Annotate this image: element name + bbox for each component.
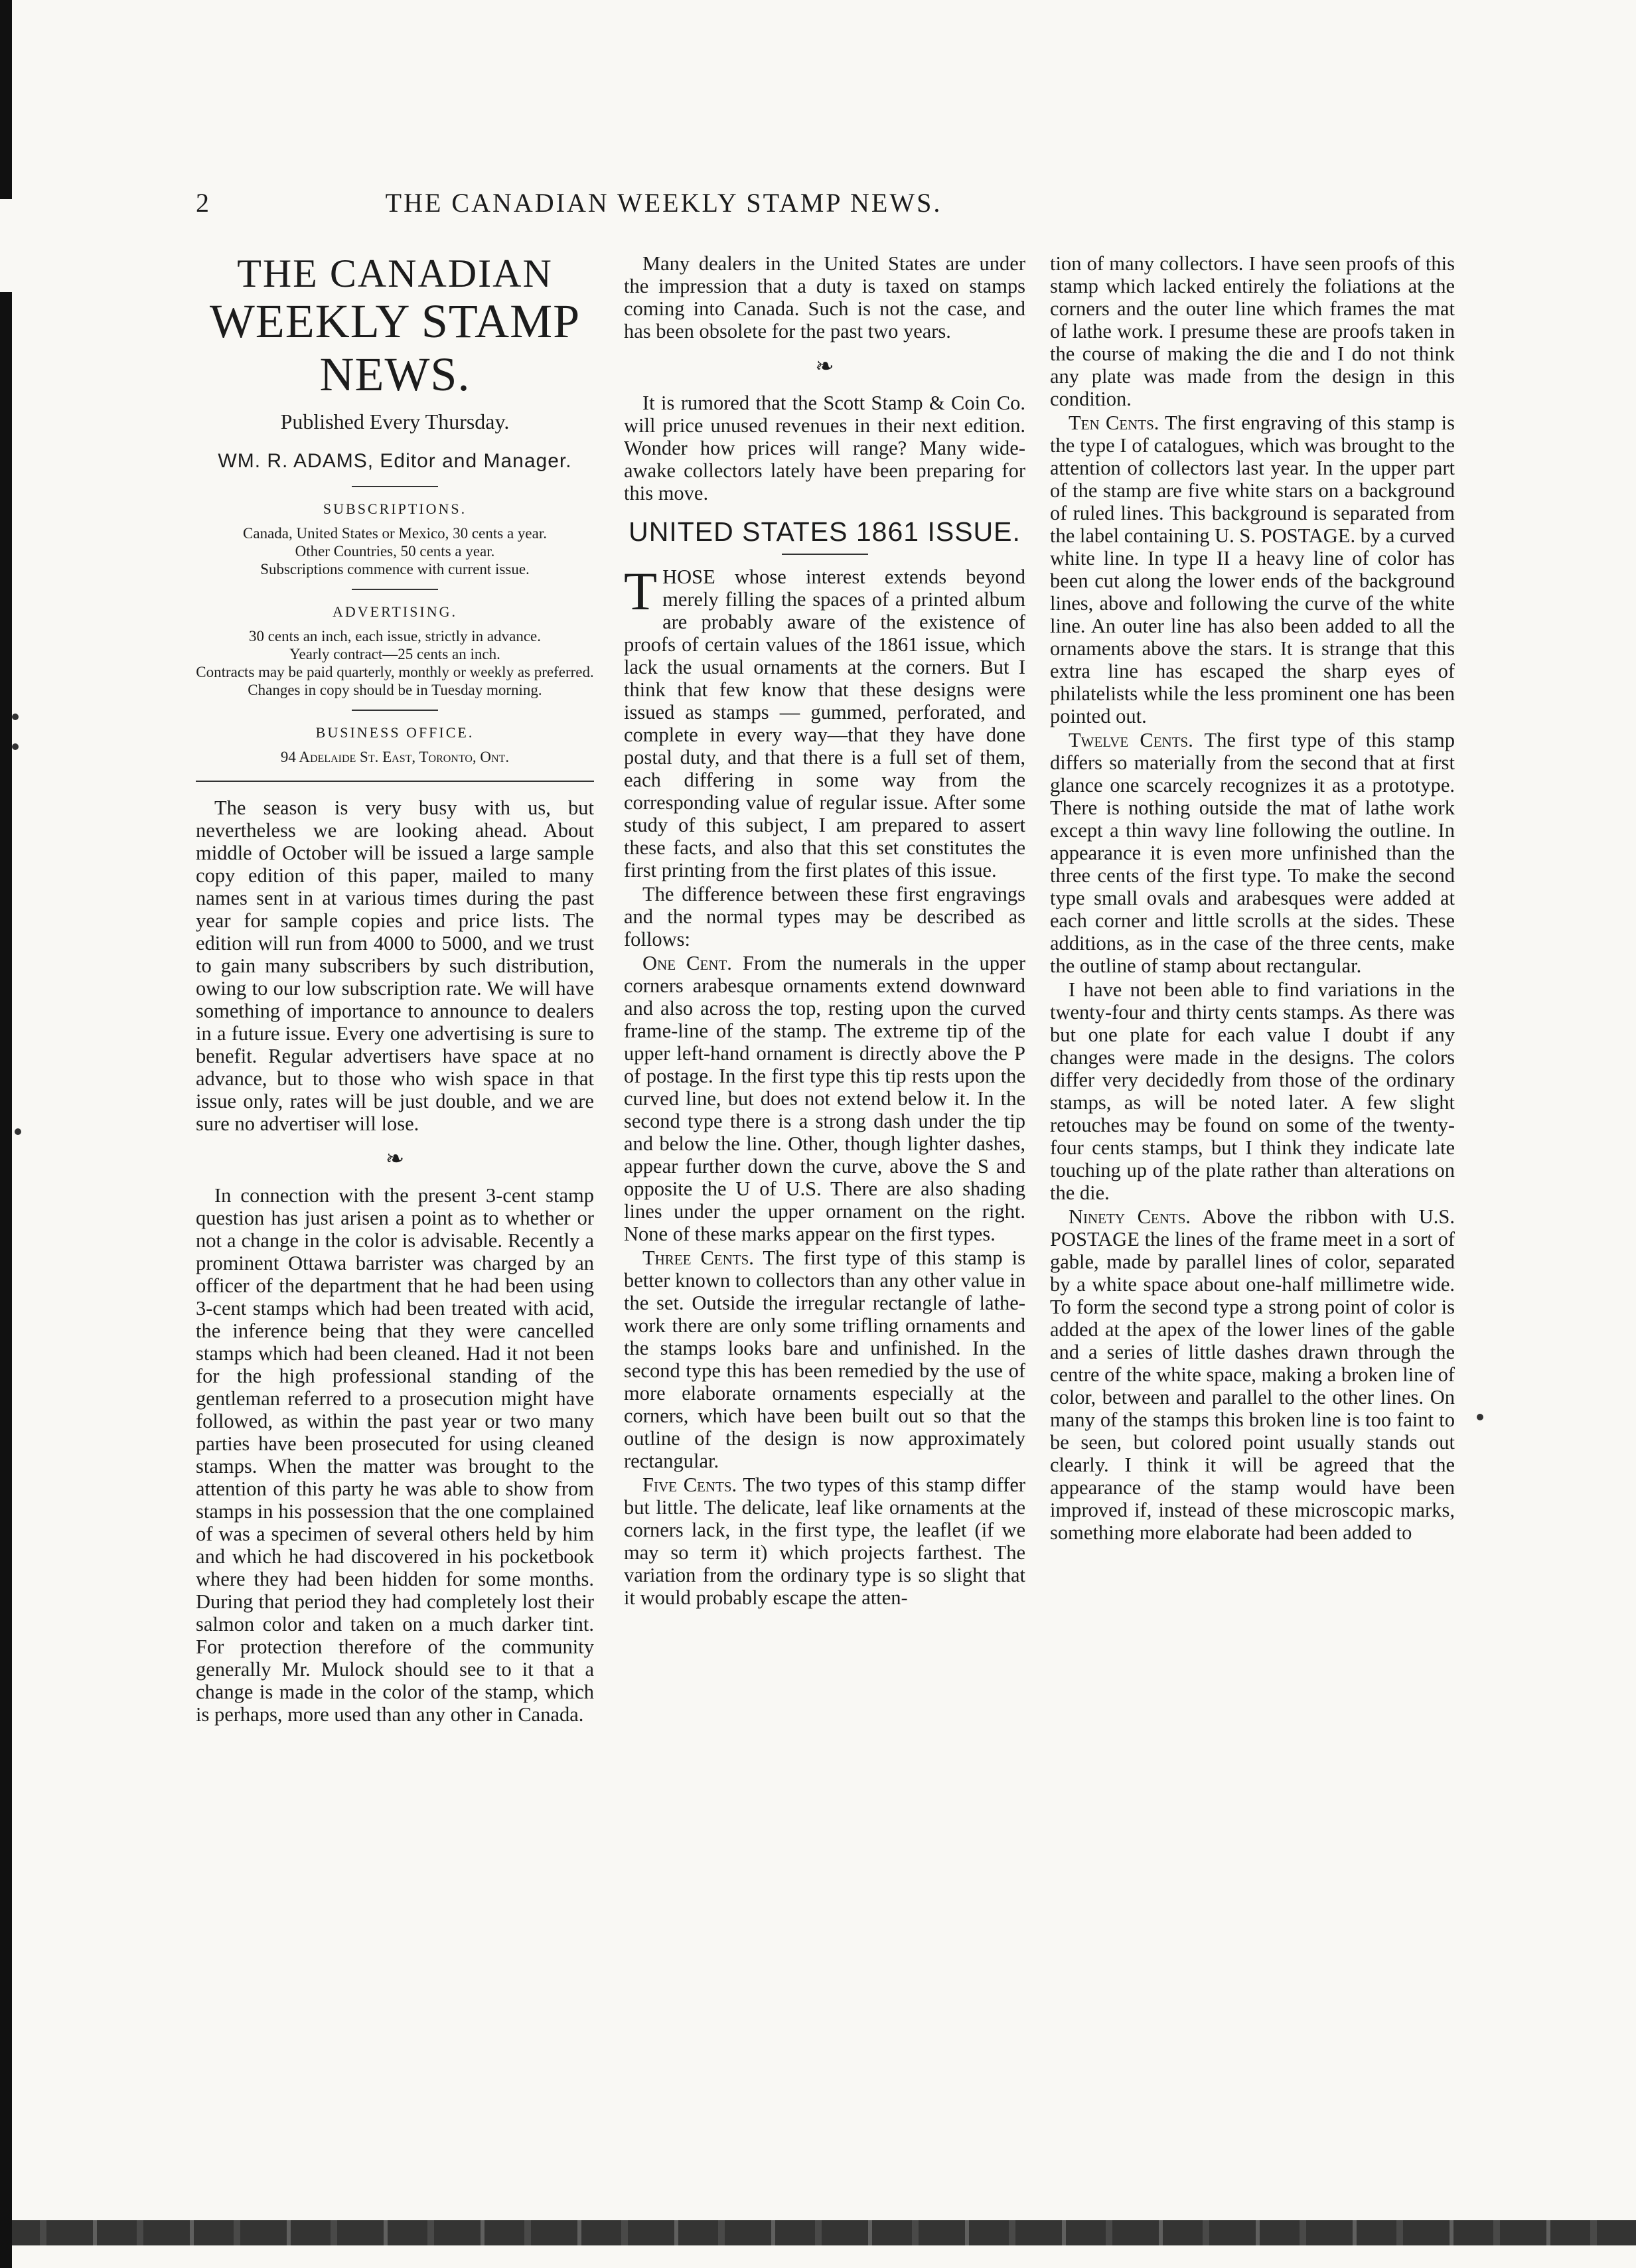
value-label: Ten Cents. [1069,412,1159,434]
subscriptions-line: Canada, United States or Mexico, 30 cents a year. [243,525,547,542]
divider [782,554,868,555]
divider [352,589,438,590]
advertising-heading: ADVERTISING. [332,603,458,620]
subscriptions-line: Other Countries, 50 cents a year. [295,543,495,560]
column-3 [1050,252,1455,1544]
masthead-rule [196,781,594,782]
article-paragraph: From the numerals in the upper corners arabesque ornaments extend downward and also across the top, resting upon the curved frame-line of the stamp. The extreme tip of the upper left-hand ornament is directly above the P of postage. In the first type this tip rests upon the curved line, but does not extend below it. In the second type there is a strong dash under the tip and below the line. Other, though lighter dashes, appear further down the curve, above the S and opposite the U of U.S. There are also shading lines under the upper ornament on the right. None of these marks appear on the first types. [624,952,1026,1245]
editorial-paragraph: Many dealers in the United States are under the impression that a duty is taxed on stamps coming into Canada. Such is not the case, and has been obsolete for the past two years. [624,252,1025,342]
article-paragraph: The two types of this stamp differ but little. The delicate, leaf like ornaments at the corners lack, in the first type, the leaflet (if we may so term it) which projects farthest. The variation from the ordinary type is so slight that it would probably escape the atten- [624,1474,1026,1609]
drop-cap: T [624,561,658,621]
scan-speck [12,714,19,720]
article-paragraph: I have not been able to find variations in the twenty-four and thirty cents stamps. As there was but one plate for each value I doubt if any changes were made in the designs. The colors differ very decidedly from those of the ordinary stamps, as will be noted later. A few slight retouches may be found on some of the twenty-four cents stamps, but I think they indicate late touching up of the plate rather than alterations on the die. [1050,978,1455,1204]
column-2 [624,252,1025,1609]
article-paragraph: Above the ribbon with U.S. POSTAGE the lines of the frame meet in a sort of gable, made by parallel lines of color, separated by a white space about one-half millimetre wide. To form the second type a strong point of color is added at the apex of the lower lines of the gable and a series of little dashes drawn through the centre of the white space, making a broken line of color, between and parallel to the other lines. On many of the stamps this broken line is too faint to be seen, but colored point usually stands out clearly. I think it will be agreed that the appearance of the stamp would have been improved if, instead of these microscopic marks, something more elaborate had been added to [1050,1205,1455,1544]
value-label: Five Cents. [642,1474,737,1496]
article-paragraph: The difference between these first engravings and the normal types may be described as follows: [624,883,1025,950]
binding-edge-gap [0,199,12,292]
value-label: One Cent. [642,952,732,974]
running-title: THE CANADIAN WEEKLY STAMP NEWS. [385,188,942,218]
article-paragraph: The first type of this stamp differs so materially from the second that at first glance one scarcely recognizes it as a prototype. There is nothing outside the mat of lathe work except a thin wavy line following the outline. In appearance it is even more unfinished than the three cents of the first type. To make the second type small ovals and arabesques were added at each corner and little scrolls at the sides. These additions, as in the case of the three cents, make the outline of stamp about rectangular. [1050,729,1455,977]
office-address: 94 Adelaide St. East, Toronto, Ont. [280,749,510,765]
subscriptions-line: Subscriptions commence with current issue. [260,561,530,577]
column-1 [196,252,594,1726]
running-head [196,187,1132,227]
scan-speck [12,743,19,750]
masthead-editor: WM. R. ADAMS, Editor and Manager. [218,450,572,472]
advertising-line: Changes in copy should be in Tuesday morning. [248,682,542,698]
article-paragraph: The first type of this stamp is better known to collectors than any other value in the set. Outside the irregular rectangle of lathe-work there are only some trifling ornaments and the stamps looks bare and unfinished. In the second type this has been remedied by the use of more elaborate ornaments especially at the corners, which have been built out so that the outline of the design is now approximately rectangular. [624,1247,1025,1472]
editorial-paragraph: The season is very busy with us, but nevertheless we are looking ahead. About middle of October will be issued a large sample copy edition of this paper, mailed to many names sent in at various times during the past year for sample copies and price lists. The edition will run from 4000 to 5000, and we trust to gain many subscribers by such distribution, owing to our low subscription rate. We will have something of importance to announce to dealers in a future issue. Every one advertising is sure to benefit. Regular advertisers have space at no advance, but to those who wish space in that issue only, rates will be just double, and we are sure no advertiser will lose. [196,796,594,1135]
editorial-paragraph: In connection with the present 3-cent stamp question has just arisen a point as to whether or not a change in the color is advisable. Recently a prominent Ottawa barrister was charged by an officer of the department that he had been using 3-cent stamps which had been treated with acid, the inference being that they were cancelled stamps which had been cleaned. Had it not been for the high professional standing of the gentleman referred to a prosecution might have followed, as within the past year or two many parties have been prosecuted for using cleaned stamps. When the matter was brought to the attention of this party he was able to show from stamps in his possession that the one complained of was a specimen of several others held by him and which he had discovered in his pocketbook where they had been hidden for some months. During that period they had completely lost their salmon color and taken on a much darker tint. For protection therefore of the community generally Mr. Mulock should see to it that a change is made in the color of the stamp, which is perhaps, more used than any other in Canada. [196,1184,594,1726]
article-paragraph: tion of many collectors. I have seen proofs of this stamp which lacked entirely the foliations at the corners and the outer line which frames the mat of lathe work. I presume these are proofs taken in the course of making the die and I do not think any plate was made from the design in this condition. [1050,252,1455,410]
editorial-paragraph: It is rumored that the Scott Stamp & Coin Co. will price unused revenues in their next edition. Wonder how prices will range? Many wide-awake collectors lately have been preparing for this move. [624,392,1025,504]
value-label: Twelve Cents. [1069,729,1193,751]
value-label: Ninety Cents. [1069,1205,1191,1228]
scan-bottom-edge [0,2220,1636,2245]
value-label: Three Cents. [642,1247,754,1269]
article-paragraph: HOSE whose interest extends beyond merely filling the spaces of a printed album are probably aware of the existence of proofs of certain values of the 1861 issue, which lack the usual ornaments at the corners. But I think that few know that these designs were issued as stamps — gummed, perforated, and complete in every way—that they have done postal duty, and that there is a full set of them, each differing in some way from the corresponding value of regular issue. After some study of this subject, I am prepared to assert these facts, and also that this set constitutes the first printing from the first plates of this issue. [624,566,1025,881]
masthead-title-line2: WEEKLY STAMP NEWS. [209,295,581,401]
article-title: UNITED STATES 1861 ISSUE. [629,516,1021,547]
office-heading: BUSINESS OFFICE. [315,724,475,741]
advertising-line: Contracts may be paid quarterly, monthly or weekly as preferred. [196,664,594,680]
page-number: 2 [196,188,209,218]
fleuron-ornament: ❧ [385,1147,405,1172]
scan-speck [15,1128,21,1135]
fleuron-ornament: ❧ [815,354,834,379]
masthead-published: Published Every Thursday. [280,410,510,433]
divider [352,486,438,487]
advertising-line: 30 cents an inch, each issue, strictly in advance. [248,628,542,644]
advertising-line: Yearly contract—25 cents an inch. [289,646,500,662]
binding-edge [0,0,12,2268]
scan-speck [1477,1414,1483,1420]
divider [352,710,438,711]
masthead-title-line1: THE CANADIAN [237,252,553,295]
article-paragraph: The first engraving of this stamp is the type I of catalogues, which was brought to the attention of collectors last year. In the upper part of the stamp are five white stars on a background of ruled lines. This background is separated from the label containing U. S. POSTAGE. by a curved white line. In type II a heavy line of color has been cut along the lower ends of the background lines, above and following the curve of the white line. An outer line has also been added to all the ornaments above the stars. It is strange that this extra line has escaped the sharp eyes of philatelists while the less prominent one has been pointed out. [1050,412,1455,727]
subscriptions-heading: SUBSCRIPTIONS. [323,500,467,517]
